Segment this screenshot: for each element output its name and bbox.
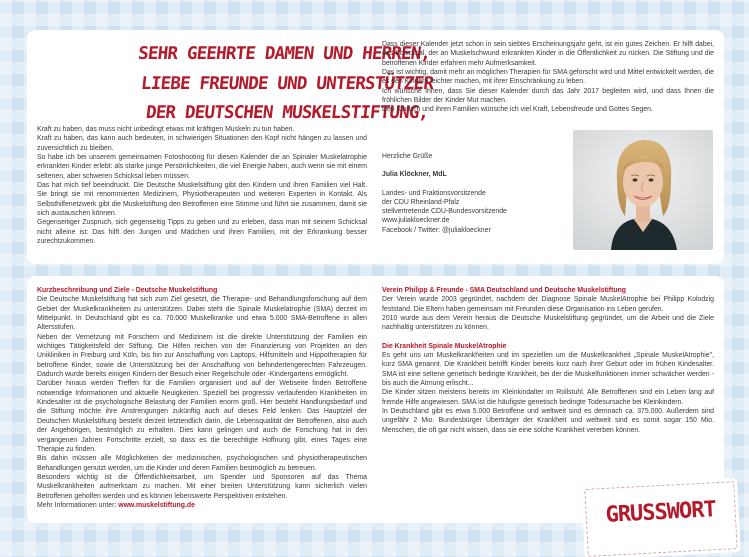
portrait-photo (573, 130, 713, 250)
signatory-title: Landes- und Fraktionsvorsitzende (382, 189, 486, 197)
portrait-illustration (573, 130, 713, 250)
body-paragraph: Der Verein wurde 2003 gegründet, nachdem der Diagnose Spinale MuskelAtrophie bei Philipp Kolodzig feststand. Die Eltern haben gemeinsam mit Freunden diese Organisation ins Leben gerufen. (382, 296, 714, 313)
body-paragraph: Darüber hinaus werden Treffen für die Familien organisiert und auf der Webseite finden Betroffene notwendige Informationen und aktuelle Neuigkeiten. Speziell bei progressiv verlaufenden Krankheiten im Kindesalter ist die psychologische Belastung der Familien enorm groß. Hier besteht Handlungsbedarf und die Stiftung möchte ihre Anstrengungen zukünftig auch auf dieses Feld lenken. Das Hauptziel der Deutschen Muskelstiftung besteht derzeit letztendlich darin, die Lebensqualität der Betroffenen, also auch der Angehörigen, bestmöglich zu erhalten. Dies kann gelingen und auch die Forschung hat in den vergangenen Jahren Fortschritte erzielt, so dass es die berechtigte Hoffnung gibt, eines Tages eine Therapie zu finden. (37, 380, 367, 453)
section-stamp (584, 481, 737, 557)
body-paragraph: 2010 wurde aus dem Verein heraus die Deutsche Muskelstiftung gegründet, um die Arbeit und die Ziele nachhaltig unterstützen zu können. (382, 315, 714, 332)
section-heading: Die Krankheit Spinale MuskelAtrophie (382, 342, 507, 350)
greeting-line-3: DER DEUTSCHEN MUSKELSTIFTUNG, (144, 103, 430, 123)
body-paragraph: Neben der Vernetzung mit Forschern und Medizinern ist die direkte Unterstützung der Familien ein wichtiges Tätigkeitsfeld der Stiftung. Die Hilfen reichen von der Finanzierung von Projekten an den Unikliniken in Freiburg und Köln, bis hin zur Anschaffung von Laptops, Hilfsmitteln und Hippotherapien für betroffene Kinder, sowie die Unterstützung bei der Anschaffung von behindertengerechten Fahrzeugen. Dadurch wurde bereits einigen Kindern der Besuch einer Regelschule oder -Kindergartens ermöglicht. (37, 333, 367, 379)
body-paragraph: Die Deutsche Muskelstiftung hat sich zum Ziel gesetzt, die Therapie- und Behandlungsforschung auf dem Gebiet der Muskelkrankheiten zu unterstützen. Dabei steht die Spinale Muskelatrophie (SMA) derzeit im Mittelpunkt. In Deutschland gibt es ca. 70.000 Muskelkranke und etwa 5.000 SMA-Betroffene in allen Altersstufen. (37, 296, 367, 332)
more-info-line (37, 501, 367, 510)
foundation-website-link[interactable]: www.muskelstiftung.de (118, 501, 195, 509)
signatory-title: stellvertretende CDU-Bundesvorsitzende (382, 208, 507, 216)
signatory-title: der CDU Rheinland-Pfalz (382, 198, 460, 206)
intro-paragraph: Gegenseitiger Zuspruch, sich gegenseitig Tipps zu geben und zu erleben, dass man mit seinem Schicksal nicht alleine ist: Das hilft den Jungen und Mädchen und ihren Familien, mit der Erkrankung besser zurechtzukommen. (37, 219, 367, 246)
closing-text: Herzliche Grüße (382, 153, 433, 160)
more-info-prefix: Mehr Informationen unter: (37, 501, 119, 509)
body-paragraph: Bis dahin müssen alle Möglichkeiten der medizinischen, psychologischen und physiotherapeutischen Behandlungen genutzt werden, um die Kinder und deren Familien bestmöglich zu betreuen. (37, 455, 367, 472)
greeting-line-1: SEHR GEEHRTE DAMEN UND HERREN, (137, 44, 432, 64)
stamp-label: GRUSSWORT (604, 497, 717, 528)
intro-text-right (382, 40, 714, 115)
association-description (382, 286, 714, 435)
body-paragraph: Besonders wichtig ist die Öffentlichkeitsarbeit, um Spender und Sponsoren auf das Thema Muskelkrankheiten aufmerksam zu machen. Mit einer breiten Unterstützung kann sicherlich vielen Betroffenen geholfen werden und es können lebenswerte Perspektiven entstehen. (37, 473, 367, 500)
social-handles: Facebook / Twitter: @juliakloeckner (382, 226, 491, 234)
website-link[interactable]: www.juliakloeckner.de (382, 217, 450, 225)
greeting-line-2: LIEBE FREUNDE UND UNTERSTÜTZER (140, 73, 435, 94)
signature-block (382, 152, 532, 235)
intro-paragraph: Das ist wichtig, damit mehr an möglichen Therapien für SMA geforscht wird und Mittel entwickelt werden, die es den Kindern leichter machen, mit ihrer Einschränkung zu leben. (382, 69, 714, 86)
section-heading: Verein Philipp & Freunde - SMA Deutschland und Deutsche Muskelstiftung (382, 287, 627, 294)
intro-paragraph: Kraft zu haben, das muss nicht unbedingt etwas mit kräftigen Muskeln zu tun haben. (37, 126, 295, 133)
foundation-description (37, 286, 367, 510)
intro-paragraph: So habe ich bei unserem gemeinsamen Fotoshooting für diesen Kalender die an Spinaler Muskelatrophie erkrankten Kinder erlebt: als starke junge Persönlichkeiten, die viel Energie haben, auch wenn sie mit einem seltenen, aber schweren Schicksal leben müssen. (37, 154, 367, 180)
greeting-heading (130, 40, 435, 129)
intro-paragraph: Das hat mich tief beeindruckt. Die Deutsche Muskelstiftung gibt den Kindern und ihren Familien viel Halt. Sie bringt sie mit renommierten Medizinern, Physiotherapeuten und weiteren Experten in Kontakt. Als Selbsthilfenetzwerk gibt die Muskelstiftung den Betroffenen eine Stimme und führt sie zusammen, damit sie sich austauschen können. (37, 182, 367, 218)
signatory-name: Julia Klöckner, MdL (382, 171, 447, 179)
body-paragraph: Die Kinder sitzen meistens bereits im Kleinkindalter im Rollstuhl. Alle Betroffenen sind ein Leben lang auf fremde Hilfe angewiesen. SMA ist die häufigste genetisch bedingte Todesursache bei Kleinkindern. (382, 389, 714, 406)
body-paragraph: Es geht uns um Muskelkrankheiten und im speziellen um die Muskelkrankheit „Spinale MuskelAtrophie", kurz SMA genannt. Die Krankheit betrifft Kinder bereits kurz nach ihrer Geburt oder im frühen Kindesalter. SMA ist eine seltene genetisch bedingte Krankheit, bei der die Muskelfunktionen immer schwächer werden - bis auch die Atmung erlischt... (382, 352, 714, 388)
intro-paragraph: Dass dieser Kalender jetzt schon in sein siebtes Erscheinungsjahr geht, ist ein gutes Zeichen. Er hilft dabei, das Schicksal, der an Muskelschwund erkrankten Kinder in die Öffentlichkeit zu rücken. Die Stiftung und die betroffenen Kinder erfahren mehr Aufmerksamkeit. (382, 41, 714, 67)
body-paragraph: In Deutschland gibt es etwa 5.000 Betroffene und weltweit sind es demnach ca. 375.000. Außerdem sind ungefähr 2 Mio. Bundesbürger Überträger der Krankheit und weltweit sind es somit sogar 150 Mio. Menschen, die oft gar nicht wissen, dass sie eine solche Krankheit vererben können. (382, 408, 714, 434)
intro-paragraph: Ich wünsche Ihnen, dass Sie dieser Kalender durch das Jahr 2017 begleiten wird, und dass Ihnen die fröhlichen Bilder der Kinder Mut machen. (382, 87, 714, 105)
section-heading: Kurzbeschreibung und Ziele - Deutsche Muskelstiftung (37, 287, 218, 294)
intro-paragraph: Kraft zu haben, das kann auch bedeuten, in schwierigen Situationen den Kopf nicht hängen zu lassen und zuversichtlich zu bleiben. (37, 135, 367, 152)
intro-paragraph: Den Kindern und ihren Familien wünsche ich viel Kraft, Lebensfreude und Gottes Segen. (382, 106, 653, 114)
intro-text-left (37, 125, 367, 246)
